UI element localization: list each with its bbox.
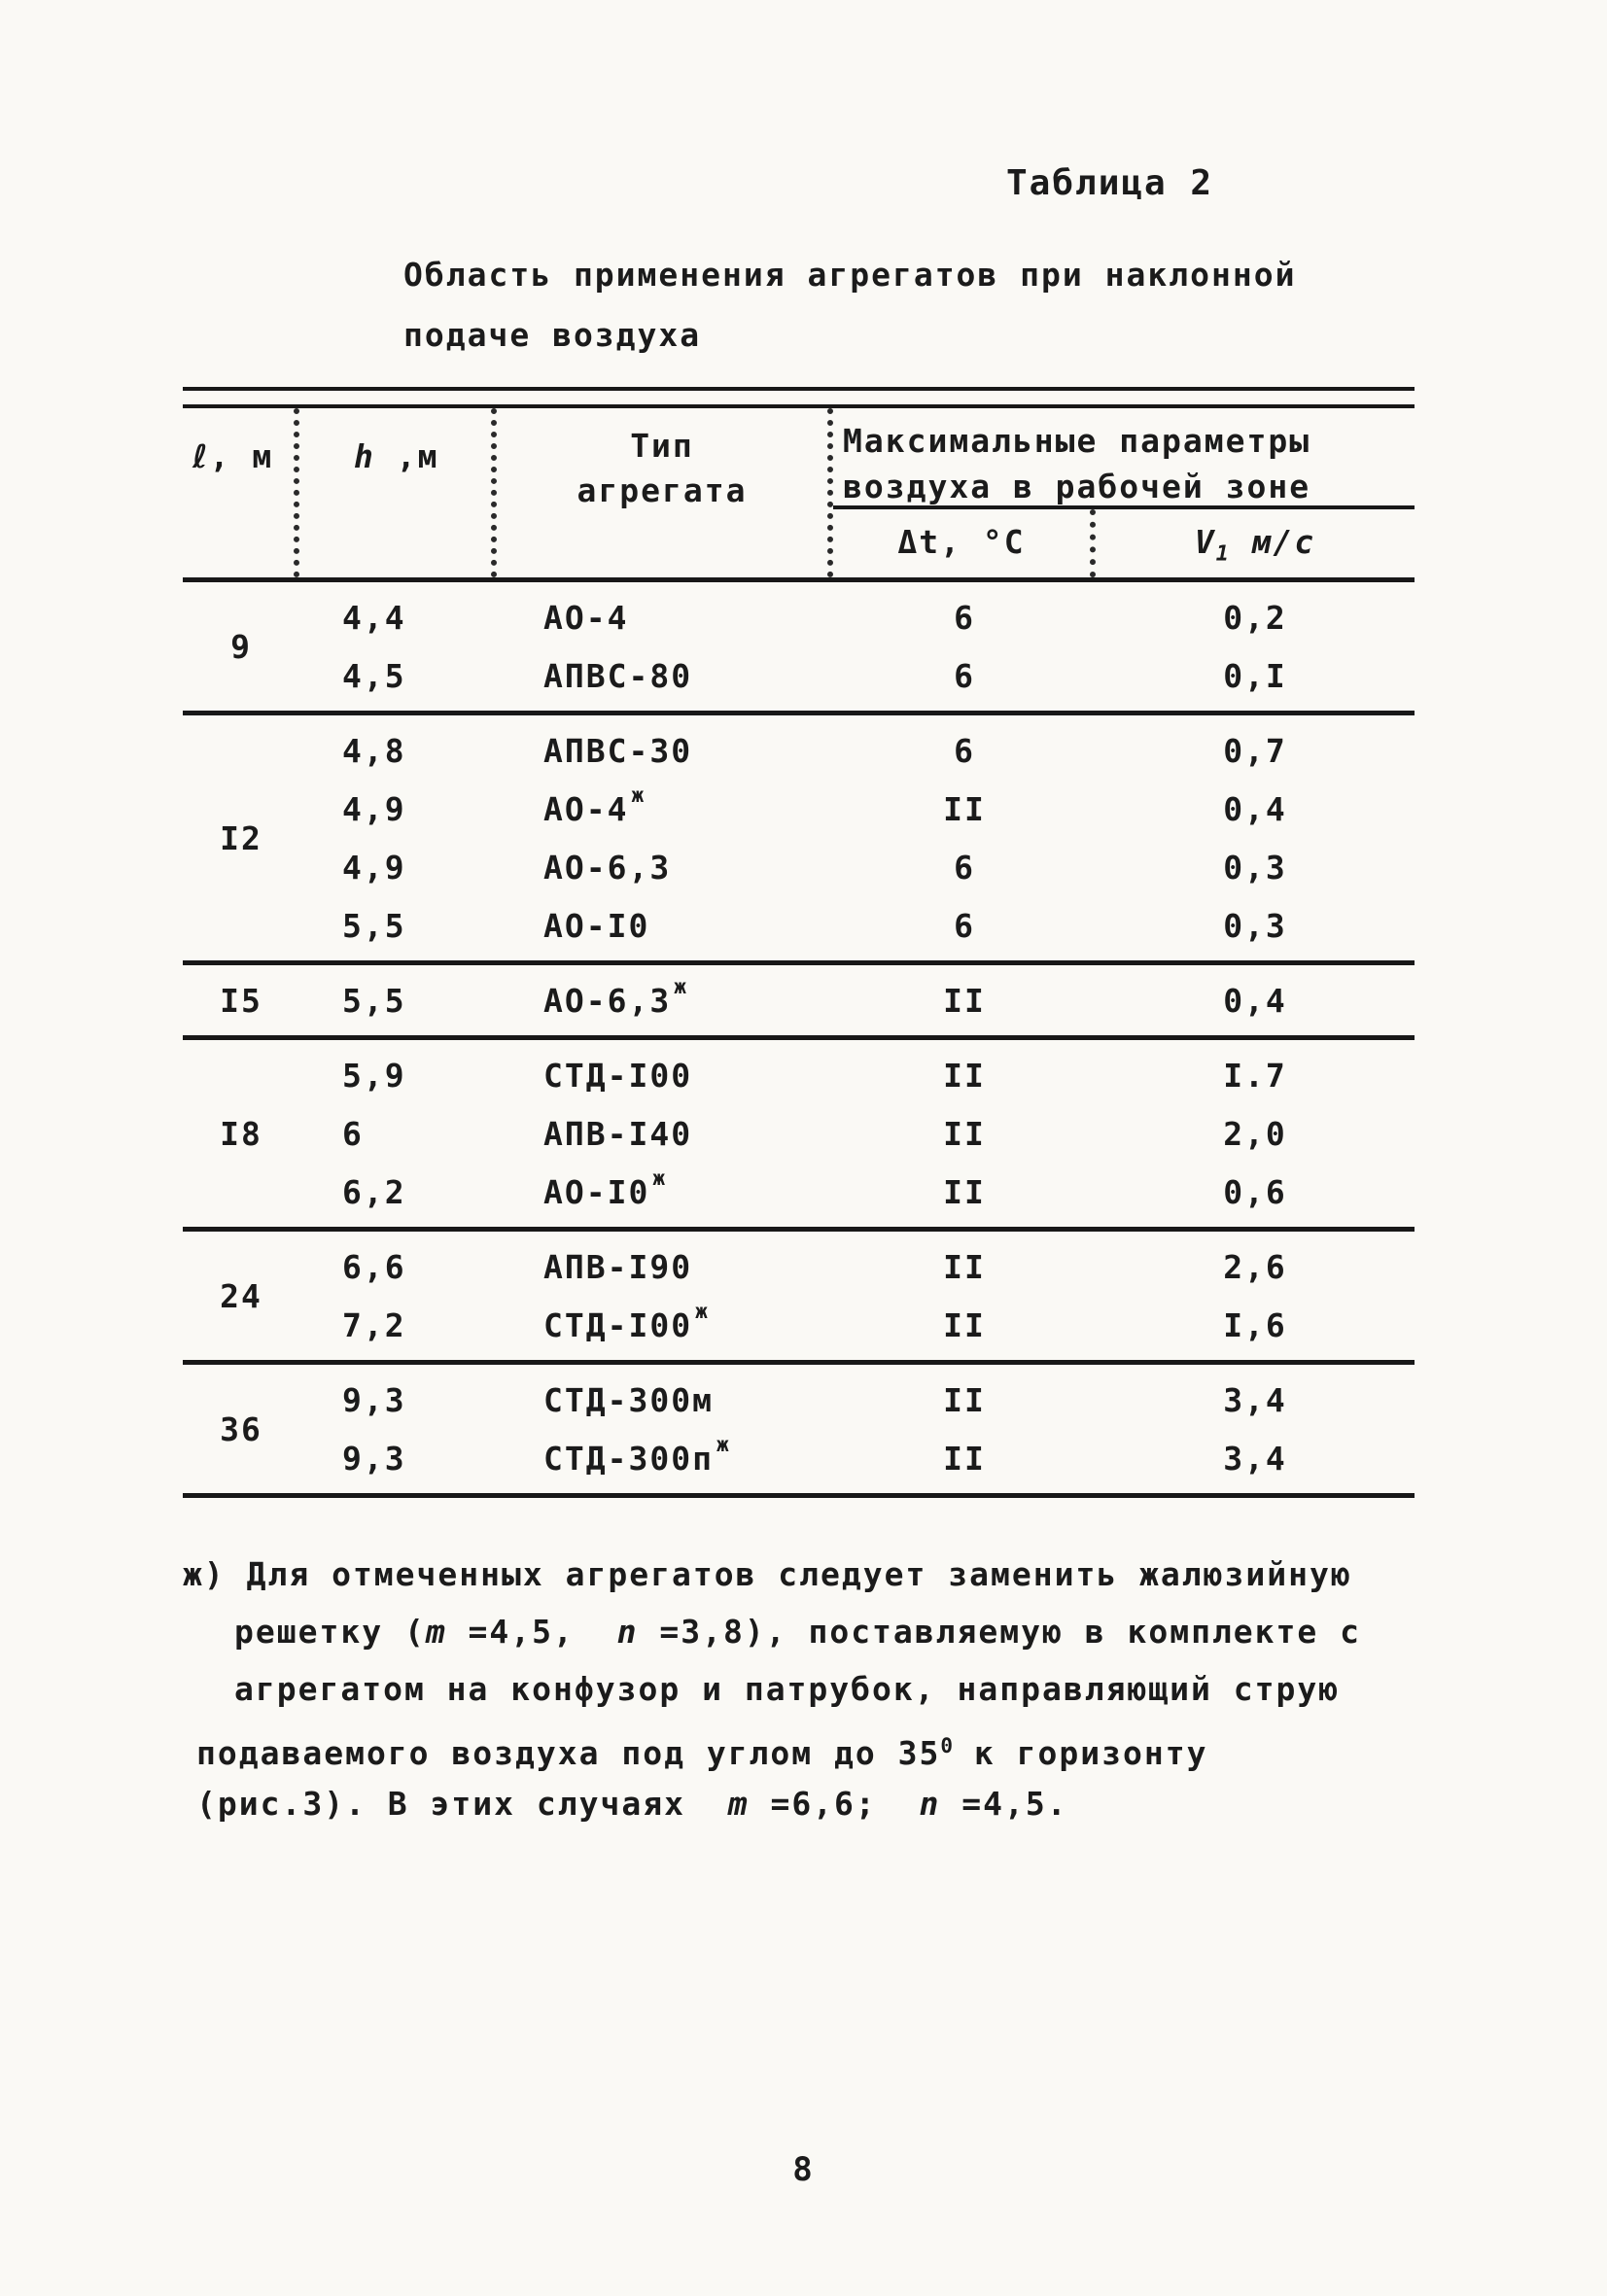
velocity-symbol: V	[1194, 523, 1216, 561]
header-type-line2: агрегата	[576, 471, 748, 509]
cell-velocity-value: 0,3	[1223, 906, 1287, 945]
footnote-marker: ж	[674, 975, 688, 998]
cell-type-value	[497, 588, 833, 646]
cell-height-value: 5,5	[342, 906, 406, 945]
footnote-marker: ж	[695, 1300, 710, 1323]
cell-delta-t-value: 6	[954, 731, 975, 770]
cell-length-value: 24	[220, 1276, 262, 1315]
page-title	[403, 245, 1296, 365]
cell-velocity-value: 2,0	[1223, 1114, 1287, 1153]
footnote-marker: ж	[652, 1166, 667, 1190]
cell-type-value	[497, 1371, 833, 1429]
unit-type-text: АО-4	[543, 789, 629, 828]
cell-height-value: 5,5	[342, 981, 406, 1020]
height-symbol: h	[354, 437, 375, 475]
cell-velocity-value: 0,7	[1223, 731, 1287, 770]
unit-type-text: АО-I0	[543, 906, 650, 945]
unit-type-text: АО-6,3	[543, 848, 672, 887]
footnote-text: =6,6;	[749, 1785, 920, 1823]
cell-delta-t-value: 6	[954, 598, 975, 637]
cell-delta-t-value: II	[943, 981, 986, 1020]
cell-type-value	[497, 896, 833, 955]
cell-height-value: 9,3	[342, 1380, 406, 1419]
cell-length-value: I2	[220, 818, 262, 857]
cell-type-value	[497, 646, 833, 705]
cell-height-value: 4,9	[342, 789, 406, 828]
cell-height-value: 6	[342, 1114, 364, 1153]
height-unit: ,м	[374, 437, 439, 475]
footnote-line	[183, 1603, 1437, 1660]
cell-length-value: I8	[220, 1114, 262, 1153]
cell-delta-t-value: 6	[954, 906, 975, 945]
cell-velocity-value: 0,4	[1223, 789, 1287, 828]
delta-t-label: Δt, °C	[897, 523, 1026, 561]
footnote-variable: n	[616, 1613, 639, 1651]
cell-type-value	[497, 971, 833, 1029]
cell-type-value	[497, 1296, 833, 1354]
footnote-text: (рис.3). В этих случаях	[196, 1785, 728, 1823]
footnote-text: агрегатом на конфузор и патрубок, направляющий струю	[234, 1670, 1341, 1708]
header-params-line1: Максимальные параметры	[843, 422, 1311, 460]
table-bottom-rule	[183, 1493, 1415, 1498]
cell-type-value	[497, 780, 833, 838]
cell-height-value: 6,2	[342, 1172, 406, 1211]
cell-delta-t-value: 6	[954, 848, 975, 887]
table-body	[183, 582, 1415, 1493]
cell-height-value: 7,2	[342, 1305, 406, 1344]
cell-type-value	[497, 1163, 833, 1221]
unit-type-text: АО-6,3	[543, 981, 672, 1020]
footnote-variable: m	[727, 1785, 750, 1823]
page-title-line1: Область применения агрегатов при наклонной	[403, 256, 1297, 294]
cell-velocity-value: 0,I	[1223, 656, 1287, 695]
unit-type-text: АПВ-I90	[543, 1247, 693, 1286]
header-params-line2: воздуха в рабочей зоне	[843, 468, 1311, 505]
header-delta-t	[833, 509, 1096, 577]
length-unit: , м	[209, 437, 274, 475]
cell-velocity-value: I,6	[1223, 1305, 1287, 1344]
page-title-line2: подаче воздуха	[403, 316, 702, 354]
cell-delta-t-value: II	[943, 1439, 986, 1478]
table-top-rule	[183, 387, 1415, 408]
unit-type-text: АПВС-30	[543, 731, 693, 770]
cell-type-value	[497, 1237, 833, 1296]
footnote-text: 0	[940, 1734, 954, 1757]
footnote-text: =4,5.	[940, 1785, 1068, 1823]
footnote-text: ж) Для отмеченных агрегатов следует заменить жалюзийную	[183, 1555, 1352, 1593]
cell-height-value: 9,3	[342, 1439, 406, 1478]
cell-type-value	[497, 1046, 833, 1104]
cell-delta-t-value: II	[943, 1056, 986, 1095]
cell-delta-t-value: II	[943, 1247, 986, 1286]
cell-length-value: 9	[230, 627, 252, 666]
cell-type-value	[497, 1104, 833, 1163]
footnote-line	[183, 1775, 1437, 1832]
header-height-column	[299, 408, 497, 577]
cell-delta-t-value: II	[943, 789, 986, 828]
cell-velocity-value: 0,6	[1223, 1172, 1287, 1211]
unit-type-text: СТД-I00	[543, 1305, 693, 1344]
footnote-text: подаваемого воздуха под углом до 35	[196, 1734, 941, 1772]
footnote-variable: n	[919, 1785, 941, 1823]
cell-type-value	[497, 838, 833, 896]
cell-delta-t-value: II	[943, 1305, 986, 1344]
unit-type-text: АПВ-I40	[543, 1114, 693, 1153]
cell-velocity-value: 3,4	[1223, 1380, 1287, 1419]
table-header	[183, 408, 1415, 577]
cell-velocity-value: 0,3	[1223, 848, 1287, 887]
cell-delta-t-value: 6	[954, 656, 975, 695]
table-group	[183, 1227, 1415, 1360]
footnote-text: =4,5,	[446, 1613, 617, 1651]
cell-height-value: 4,9	[342, 848, 406, 887]
header-type-line1: Тип	[630, 427, 694, 465]
cell-delta-t-value: II	[943, 1114, 986, 1153]
unit-type-text: АО-4	[543, 598, 629, 637]
table-label: Таблица 2	[1006, 163, 1214, 203]
velocity-unit: м/с	[1230, 523, 1316, 561]
cell-length-value: 36	[220, 1409, 262, 1448]
footnote-text: к горизонту	[953, 1734, 1208, 1772]
footnote-text: =3,8), поставляемую в комплекте с	[638, 1613, 1362, 1651]
cell-type-value	[497, 1429, 833, 1487]
table-group	[183, 1360, 1415, 1493]
unit-type-text: СТД-I00	[543, 1056, 693, 1095]
table-group	[183, 1035, 1415, 1227]
table-group	[183, 582, 1415, 711]
footnote-marker: ж	[631, 783, 646, 807]
unit-type-text: СТД-300п	[543, 1439, 714, 1478]
header-length-column	[183, 408, 299, 577]
cell-height-value: 4,5	[342, 656, 406, 695]
unit-type-text: АПВС-80	[543, 656, 693, 695]
unit-type-text: СТД-300м	[543, 1380, 714, 1419]
data-table	[183, 387, 1415, 1498]
cell-height-value: 6,6	[342, 1247, 406, 1286]
footnote-line	[183, 1660, 1437, 1718]
cell-height-value: 5,9	[342, 1056, 406, 1095]
cell-velocity-value: 2,6	[1223, 1247, 1287, 1286]
header-velocity	[1096, 509, 1415, 577]
page-number: 8	[792, 2150, 815, 2189]
cell-delta-t-value: II	[943, 1380, 986, 1419]
footnote-marker: ж	[716, 1433, 731, 1456]
cell-height-value: 4,8	[342, 731, 406, 770]
velocity-subscript: 1	[1215, 541, 1231, 567]
cell-height-value: 4,4	[342, 598, 406, 637]
cell-velocity-value: I.7	[1223, 1056, 1287, 1095]
cell-velocity-value: 0,4	[1223, 981, 1287, 1020]
cell-velocity-value: 0,2	[1223, 598, 1287, 637]
cell-velocity-value: 3,4	[1223, 1439, 1287, 1478]
footnote-line	[183, 1546, 1437, 1603]
cell-type-value	[497, 721, 833, 780]
footnote-variable: m	[425, 1613, 447, 1651]
header-type-column	[497, 408, 833, 577]
table-group	[183, 711, 1415, 960]
footnote	[183, 1546, 1437, 1832]
footnote-line	[183, 1718, 1437, 1775]
length-symbol: ℓ	[192, 437, 210, 475]
table-group	[183, 960, 1415, 1035]
footnote-text: решетку (	[234, 1613, 426, 1651]
cell-delta-t-value: II	[943, 1172, 986, 1211]
cell-length-value: I5	[220, 981, 262, 1020]
header-params-column	[833, 408, 1415, 509]
unit-type-text: АО-I0	[543, 1172, 650, 1211]
